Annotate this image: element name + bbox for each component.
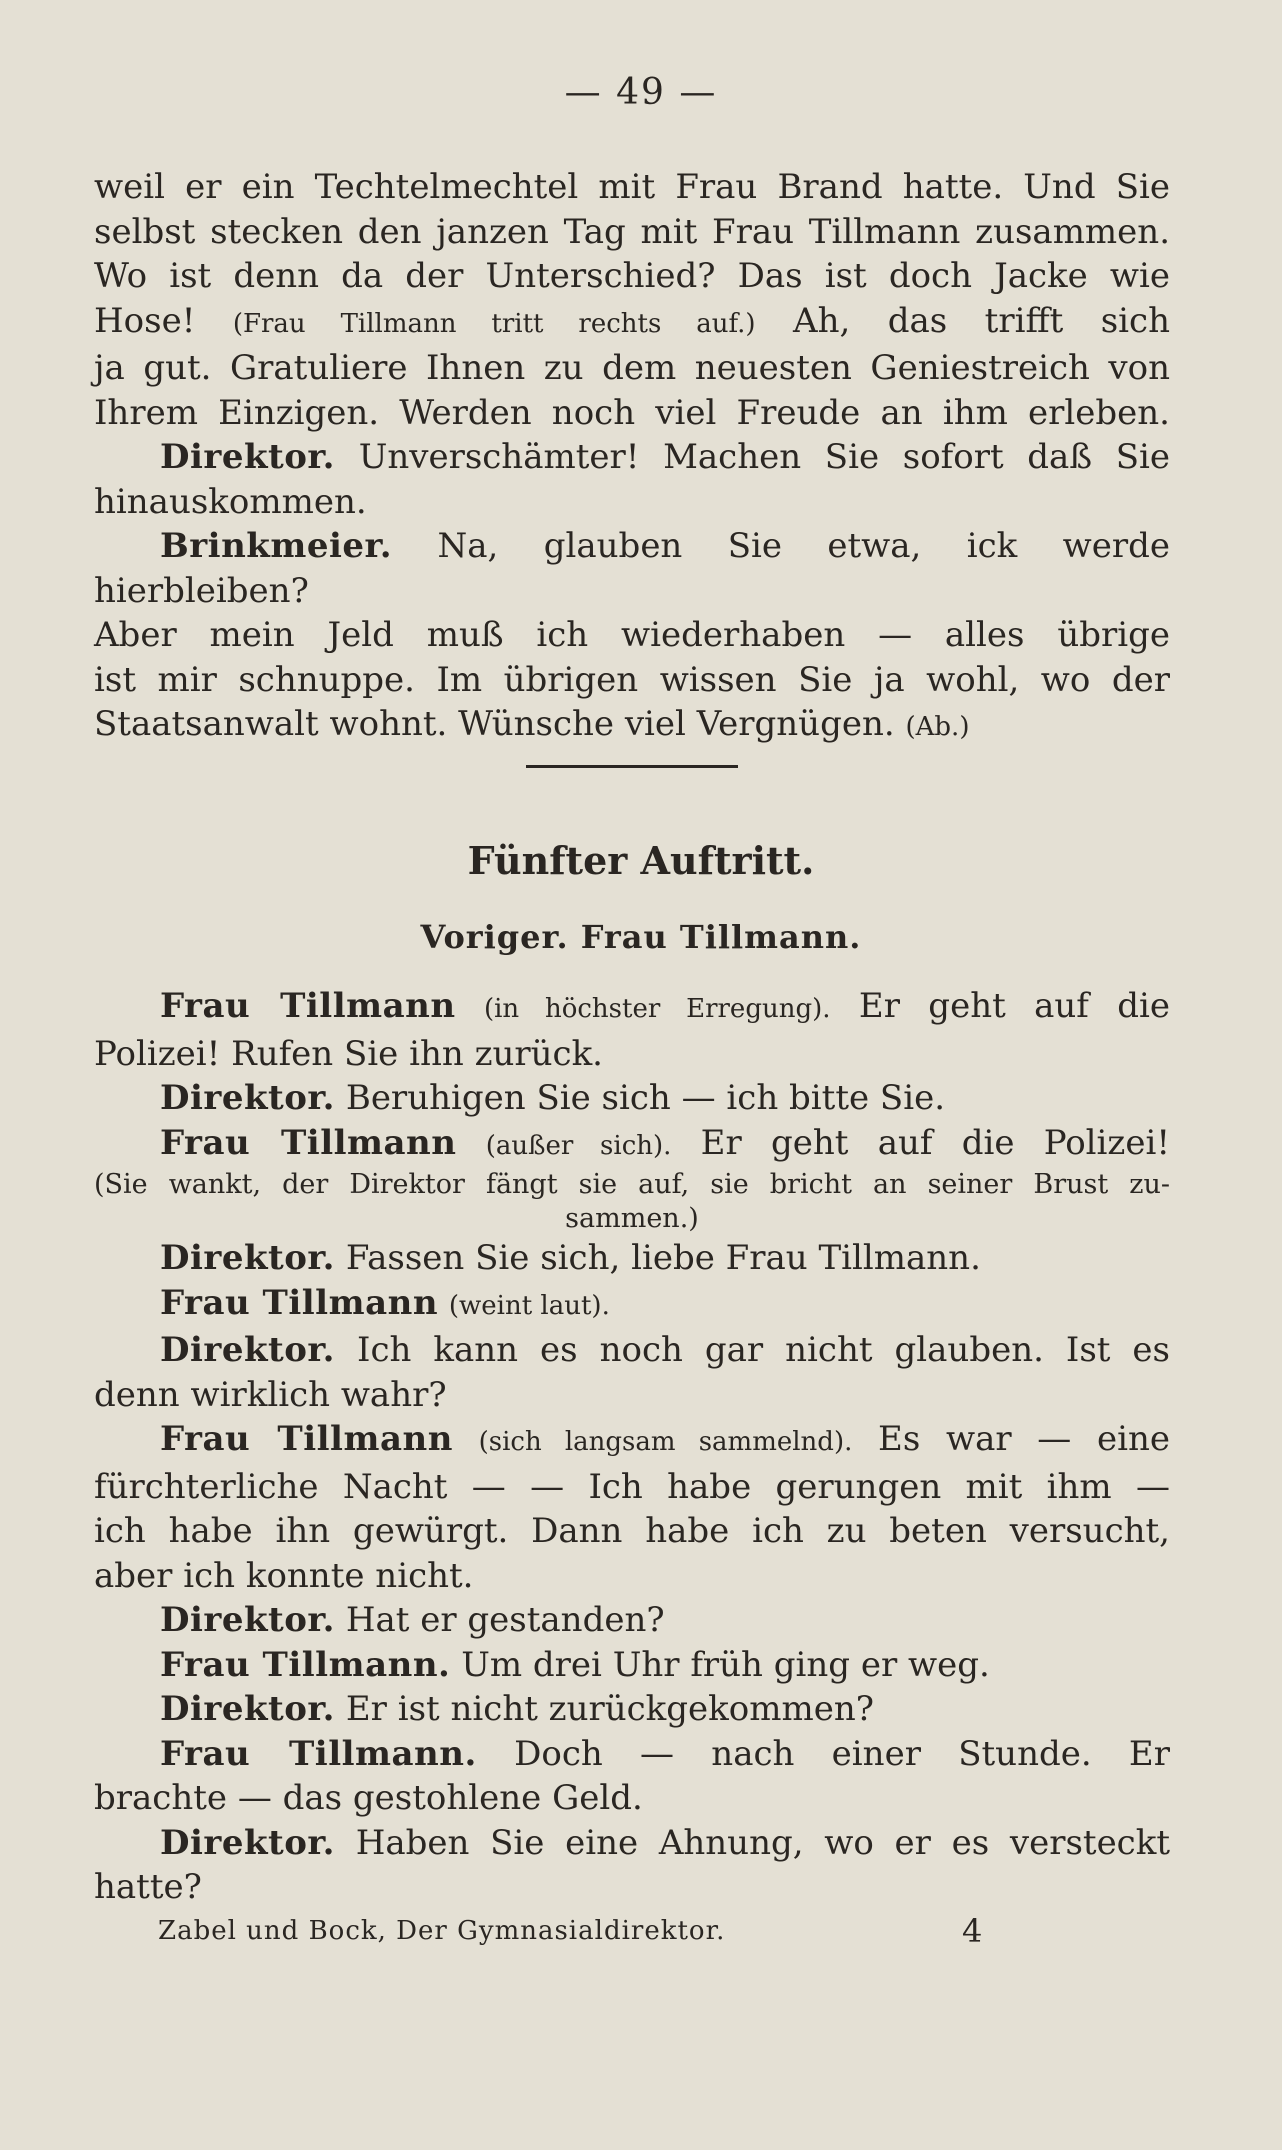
speech: Es war — eine xyxy=(878,1419,1170,1459)
dialogue-line xyxy=(94,1417,1170,1465)
speech: Unverschämter! Machen Sie sofort daß Sie xyxy=(358,437,1170,477)
speaker-name: Direktor. xyxy=(160,1078,336,1118)
speech: Er ist nicht zurückgekommen? xyxy=(345,1689,874,1729)
text-fragment: Ah, das trifft sich xyxy=(793,300,1170,341)
dialogue-line xyxy=(94,1328,1170,1373)
stage-direction: (Frau Tillmann tritt rechts auf.) xyxy=(232,308,756,339)
speech: Er geht auf die xyxy=(858,986,1170,1026)
text-line: Wo ist denn da der Unterschied? Das ist doch Jacke wie xyxy=(94,256,1170,296)
text-fragment: Hose! xyxy=(94,300,196,341)
footer-signature: Zabel und Bock, Der Gymnasialdirektor. xyxy=(158,1916,726,1946)
dialogue-line xyxy=(94,1643,1170,1688)
section-divider xyxy=(526,765,738,768)
stage-direction: sammen.) xyxy=(565,1203,699,1234)
stage-direction: (sich langsam sammelnd). xyxy=(478,1427,853,1457)
speaker-name: Frau Tillmann xyxy=(160,986,456,1026)
text-line: weil er ein Techtelmechtel mit Frau Brand hatte. Und Sie xyxy=(94,167,1170,207)
speech: Staatsanwalt wohnt. Wünsche viel Vergnügen. xyxy=(94,704,895,744)
speech: Um drei Uhr früh ging er weg. xyxy=(461,1644,990,1685)
text-block-continuation xyxy=(94,165,1170,750)
speech: Er geht auf die Polizei! xyxy=(700,1122,1170,1163)
dialogue-line xyxy=(94,524,1170,613)
dialogue-line xyxy=(94,1732,1170,1777)
speaker-name: Direktor. xyxy=(160,1822,336,1863)
speech: Na, glauben Sie etwa, ick werde hierbleiben? xyxy=(94,526,1170,611)
speaker-name: Brinkmeier. xyxy=(160,526,393,566)
text-line: ja gut. Gratuliere Ihnen zu dem neuesten Geniestreich von xyxy=(94,348,1170,388)
speech: Beruhigen Sie sich — ich bitte Sie. xyxy=(345,1078,946,1118)
text-line: Ihrem Einzigen. Werden noch viel Freude an ihm erleben. xyxy=(94,392,1170,433)
scene-cast: Voriger. Frau Tillmann. xyxy=(420,918,862,956)
speaker-name: Direktor. xyxy=(160,1330,336,1370)
text-line: Polizei! Rufen Sie ihn zurück. xyxy=(94,1033,603,1074)
text-line: hatte? xyxy=(94,1867,202,1907)
speaker-name: Direktor. xyxy=(160,1238,336,1278)
speech: Doch — nach einer Stunde. Er xyxy=(514,1733,1170,1774)
speech: Hat er gestanden? xyxy=(345,1600,665,1640)
dialogue-line xyxy=(94,1687,1170,1732)
text-line: hinauskommen. xyxy=(94,481,367,522)
speaker-name: Direktor. xyxy=(160,1689,336,1729)
dialogue-line xyxy=(94,1821,1170,1866)
text-line: brachte — das gestohlene Geld. xyxy=(94,1778,643,1818)
stage-direction: (in höchster Erregung). xyxy=(483,994,831,1024)
dialogue-line xyxy=(94,435,1170,480)
text-line: Aber mein Jeld muß ich wiederhaben — alles übrige xyxy=(94,615,1170,655)
speaker-name: Direktor. xyxy=(160,437,336,477)
stage-direction: (weint laut). xyxy=(448,1290,610,1321)
stage-direction: (außer sich). xyxy=(485,1130,672,1161)
speech: Haben Sie eine Ahnung, wo er es versteckt xyxy=(355,1822,1170,1863)
stage-direction: (Sie wankt, der Direktor fängt sie auf, sie bricht an seiner Brust zu- xyxy=(94,1169,1170,1200)
scene-title: Fünfter Auftritt. xyxy=(467,838,815,883)
speaker-name: Frau Tillmann xyxy=(160,1419,453,1459)
text-line xyxy=(94,299,1170,347)
speaker-name: Frau Tillmann. xyxy=(160,1733,477,1774)
sheet-number: 4 xyxy=(962,1912,983,1950)
dialogue-line xyxy=(94,1236,1170,1281)
text-line: ich habe ihn gewürgt. Dann habe ich zu beten versucht, xyxy=(94,1511,1170,1551)
speech: Fassen Sie sich, liebe Frau Tillmann. xyxy=(345,1238,981,1278)
dialogue-line xyxy=(94,984,1170,1032)
text-line: ist mir schnuppe. Im übrigen wissen Sie ja wohl, wo der xyxy=(94,659,1170,700)
text-line: selbst stecken den janzen Tag mit Frau Tillmann zusammen. xyxy=(94,211,1170,252)
speaker-name: Frau Tillmann xyxy=(160,1122,457,1163)
stage-direction: (Ab.) xyxy=(905,712,970,742)
text-line: aber ich konnte nicht. xyxy=(94,1555,474,1596)
page-number: — 49 — xyxy=(564,72,718,113)
speaker-name: Direktor. xyxy=(160,1600,336,1640)
speech: Ich kann es noch gar nicht glauben. Ist es xyxy=(357,1330,1171,1370)
speaker-name: Frau Tillmann xyxy=(160,1282,439,1323)
dialogue-line xyxy=(94,1281,1170,1329)
dialogue-line xyxy=(94,1121,1170,1169)
text-line: denn wirklich wahr? xyxy=(94,1374,447,1415)
text-block-dialogue xyxy=(94,984,1170,1910)
dialogue-line xyxy=(94,1598,1170,1643)
speaker-name: Frau Tillmann. xyxy=(160,1644,451,1685)
text-line xyxy=(94,702,1170,750)
dialogue-line xyxy=(94,1076,1170,1121)
text-line: fürchterliche Nacht — — Ich habe gerungen mit ihm — xyxy=(94,1466,1170,1507)
